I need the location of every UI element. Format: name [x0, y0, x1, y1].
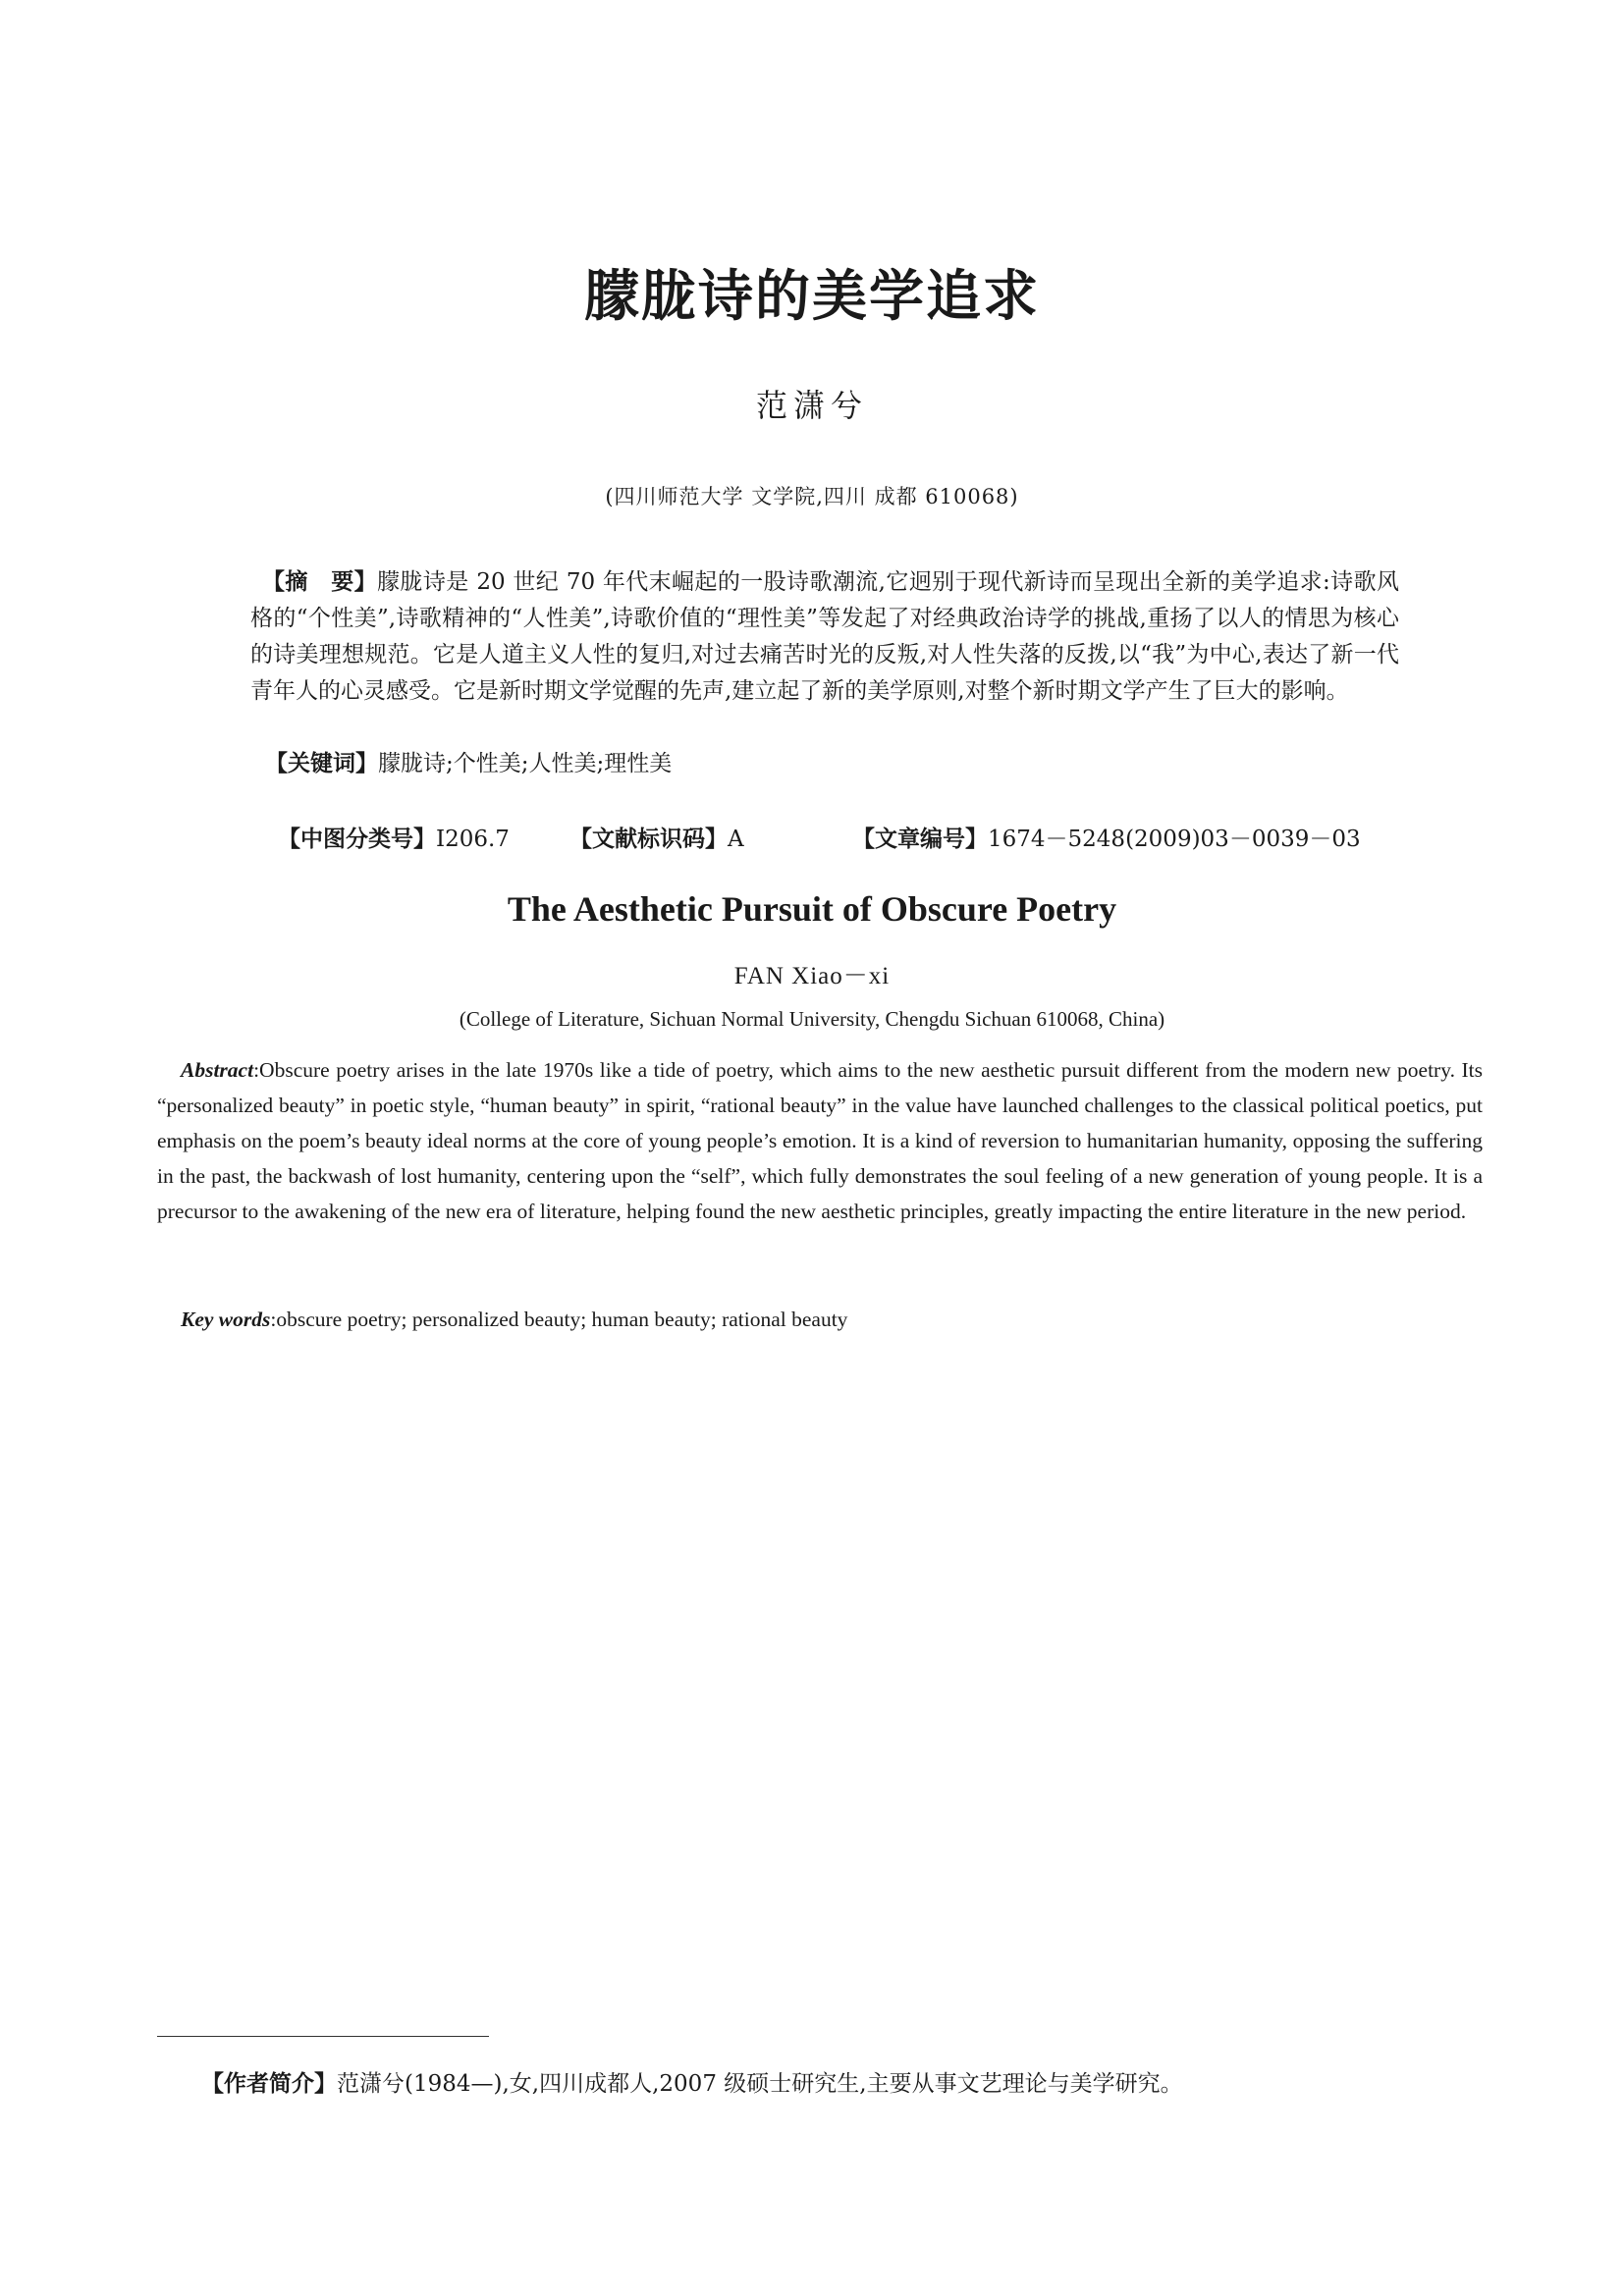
english-affiliation: (College of Literature, Sichuan Normal University, Chengdu Sichuan 610068, China) [459, 1007, 1165, 1031]
footnote-divider [157, 2036, 489, 2037]
english-abstract [157, 1052, 1483, 1229]
clc-number-label: 【中图分类号】 [278, 827, 436, 852]
chinese-affiliation: (四川师范大学 文学院,四川 成都 610068) [605, 485, 1019, 508]
chinese-title: 朦胧诗的美学追求 [584, 264, 1040, 329]
chinese-keywords [265, 746, 672, 782]
document-code-value: A [728, 827, 744, 852]
english-keywords-label: Key words [181, 1308, 271, 1331]
english-keywords-text: :obscure poetry; personalized beauty; human beauty; rational beauty [270, 1308, 848, 1331]
author-note-text: 范潇兮(1984—),女,四川成都人,2007 级硕士研究生,主要从事文艺理论与美学研究。 [337, 2071, 1183, 2097]
clc-number [278, 822, 510, 858]
chinese-abstract [250, 564, 1399, 710]
chinese-abstract-label: 【摘 要】 [262, 569, 378, 595]
english-abstract-text: :Obscure poetry arises in the late 1970s like a tide of poetry, which aims to the new aesthetic pursuit different from the modern new poetry. Its “personalized beauty” in poetic style, “human beauty” in spirit, “rational beauty” in the value have launched challenges to the classical political poetics, put emphasis on the poem’s beauty ideal norms at the core of young people’s emotion. It is a kind of reversion to humanitarian humanity, opposing the suffering in the past, the backwash of lost humanity, centering upon the “self”, which fully demonstrates the soul feeling of a new generation of young people. It is a precursor to the awakening of the new era of literature, helping found the new aesthetic principles, greatly impacting the entire literature in the new period. [157, 1058, 1483, 1223]
document-code-label: 【文献标识码】 [569, 827, 728, 852]
english-keywords [181, 1302, 847, 1337]
document-code [569, 822, 744, 858]
english-abstract-label: Abstract [181, 1058, 254, 1082]
chinese-keywords-text: 朦胧诗;个性美;人性美;理性美 [378, 751, 673, 776]
author-note-label: 【作者简介】 [201, 2071, 337, 2097]
english-title: The Aesthetic Pursuit of Obscure Poetry [507, 889, 1117, 929]
article-number [852, 822, 1361, 858]
chinese-keywords-label: 【关键词】 [265, 751, 378, 776]
article-number-value: 1674－5248(2009)03－0039－03 [988, 827, 1361, 852]
clc-number-value: I206.7 [436, 827, 510, 852]
article-number-label: 【文章编号】 [852, 827, 988, 852]
author-note [201, 2066, 1183, 2103]
english-author: FAN Xiao－xi [733, 963, 891, 989]
chinese-author: 范潇兮 [755, 387, 868, 424]
chinese-abstract-text: 朦胧诗是 20 世纪 70 年代末崛起的一股诗歌潮流,它迥别于现代新诗而呈现出全新的美学追求:诗歌风格的“个性美”,诗歌精神的“人性美”,诗歌价值的“理性美”等发起了对经典政治诗学的挑战,重扬了以人的情思为核心的诗美理想规范。它是人道主义人性的复归,对过去痛苦时光的反叛,对人性失落的反拨,以“我”为中心,表达了新一代青年人的心灵感受。它是新时期文学觉醒的先声,建立起了新的美学原则,对整个新时期文学产生了巨大的影响。 [250, 569, 1399, 704]
